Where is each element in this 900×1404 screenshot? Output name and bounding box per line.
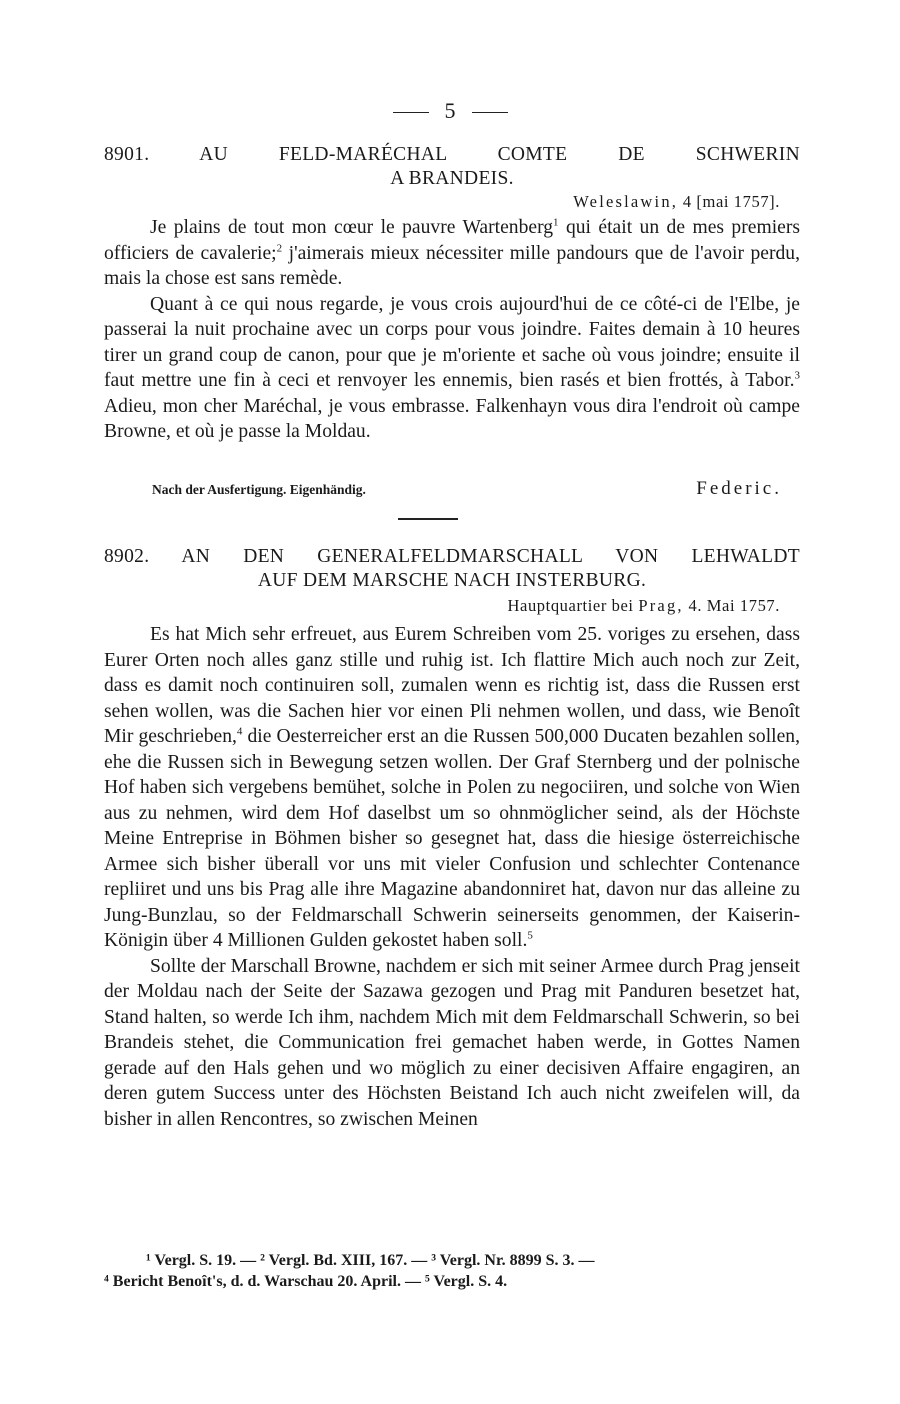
letter-8902-heading bbox=[104, 545, 800, 593]
page-number-dash-right bbox=[472, 112, 508, 113]
letter-8902-p1-text-b: die Oesterreicher erst an die Russen 500,000 Ducaten bezahlen sollen, ehe die Russen sich in Bewegung setzen wollen. Der Graf Sternberg und der polnische Hof haben sich vergebens bemühet, solche in Polen zu negociiren, und solche von Wien aus zu nehmen, wird dem Hof daselbst um so ohnmöglicher seind, als der Höchste Meine Entreprise in Böhmen bisher so gesegnet hat, dass die hiesige österreichische Armee sich bisher überall vor uns mit vieler Confusion und schlechter Contenance repliiret und uns bis Prag alle ihre Magazine abandonniret hat, davon nur das alleine zu Jung-Bunzlau, so der Feldmarschall Schwerin seinerseits genommen, der Kaiserin-Königin über 4 Millionen Gulden gekostet haben soll. bbox=[104, 726, 800, 951]
letter-8902-place: Prag, bbox=[638, 596, 684, 615]
letter-8902-heading-line1 bbox=[104, 545, 800, 569]
letter-8901-paragraph-2 bbox=[104, 292, 800, 445]
footnotes-line-2: ⁴ Bericht Benoît's, d. d. Warschau 20. April. — ⁵ Vergl. S. 4. bbox=[104, 1273, 508, 1290]
letter-8902-addressee: AN DEN GENERALFELDMARSCHALL VON LEHWALDT bbox=[181, 546, 800, 567]
footnote-ref-1: 1 bbox=[553, 216, 559, 229]
letter-8902-heading-line2: AUF DEM MARSCHE NACH INSTERBURG. bbox=[257, 570, 647, 591]
letter-8901-heading-line2: A BRANDEIS. bbox=[390, 168, 514, 189]
letter-8902-paragraph-2: Sollte der Marschall Browne, nachdem er sich mit seiner Armee durch Prag jenseit der Moldau nach der Seite der Sazawa gezogen und Prag mit Panduren besetzet hat, Stand halten, so werde Ich ihm, nachdem Mich mit dem Feldmarschall Schwerin, so bei Brandeis stehet, die Communication frei gemachet haben werde, in Gottes Namen gerade auf den Hals gehen und wo möglich zu einer decisiven Affaire engagiren, an deren gutem Success unter des Höchsten Beistand Ich auch nicht zweifelen will, da bisher in allen Rencontres, so zwischen Meinen bbox=[104, 955, 800, 1130]
section-divider bbox=[398, 518, 458, 520]
footnotes bbox=[104, 1250, 800, 1292]
footnote-ref-4: 4 bbox=[236, 725, 243, 738]
footnote-ref-3: 3 bbox=[794, 369, 800, 382]
letter-8901-dateline bbox=[573, 192, 780, 212]
letter-8901-paragraph-1 bbox=[104, 215, 800, 292]
letter-8901-p1-text-a: Je plains de tout mon cœur le pauvre Wartenberg bbox=[150, 217, 554, 238]
letter-8902-date: 4. Mai 1757. bbox=[688, 596, 780, 615]
letter-8902-place-prefix: Hauptquartier bei bbox=[507, 596, 634, 615]
page-number-text: 5 bbox=[444, 98, 456, 123]
letter-8901-body bbox=[104, 215, 800, 445]
letter-8902-number: 8902. bbox=[104, 546, 150, 567]
page-number bbox=[0, 98, 900, 124]
letter-8901-place: Weleslawin, bbox=[573, 192, 679, 211]
letter-8901-heading bbox=[104, 143, 800, 191]
letter-8901-p1-text-b: qui était un de mes premiers officiers de cavalerie; bbox=[104, 217, 800, 264]
letter-8901-addressee: AU FELD-MARÉCHAL COMTE DE SCHWERIN bbox=[199, 144, 800, 165]
letter-8902-paragraph-1 bbox=[104, 622, 800, 954]
letter-8901-date: 4 [mai 1757]. bbox=[682, 192, 780, 211]
letter-8902-dateline bbox=[508, 596, 781, 616]
letter-8901-p2-text-a: Quant à ce qui nous regarde, je vous crois aujourd'hui de ce côté-ci de l'Elbe, je passerai la nuit prochaine avec un corps pour vous joindre. Faites demain à 10 heures tirer un grand coup de canon, pour que je m'oriente et sache où vous joindre; ensuite il faut mettre une fin à ceci et renvoyer les ennemis, bien rasés et bien frottés, à Tabor. bbox=[104, 293, 800, 391]
letter-8901-p2-text-b: Adieu, mon cher Maréchal, je vous embrasse. Falkenhayn vous dira l'endroit où campe Browne, et où je passe la Moldau. bbox=[104, 395, 800, 442]
letter-8902-p1-text-a: Es hat Mich sehr erfreuet, aus Eurem Schreiben vom 25. voriges zu ersehen, dass Eurer Orten noch alles ganz stille und ruhig ist. Ich flattire Mich auch noch zur Zeit, dass es damit noch continuiren soll, zumalen wenn es richtig ist, dass die Russen erst sehen wollen, was die Sachen hier vor einen Pli nehmen wollen, und dass, wie Benoît Mir geschrieben, bbox=[104, 624, 800, 747]
footnotes-line-1: ¹ Vergl. S. 19. — ² Vergl. Bd. XIII, 167. — ³ Vergl. Nr. 8899 S. 3. — bbox=[146, 1252, 595, 1269]
letter-8901-source-note: Nach der Ausfertigung. Eigenhändig. bbox=[152, 482, 366, 497]
letter-8901-signature: Federic. bbox=[696, 478, 782, 499]
letter-8901-number: 8901. bbox=[104, 144, 150, 165]
footnote-ref-5: 5 bbox=[527, 929, 533, 942]
letter-8901-heading-line1 bbox=[104, 143, 800, 167]
letter-8902-body bbox=[104, 622, 800, 1132]
page-number-dash-left bbox=[393, 112, 429, 113]
footnote-ref-2: 2 bbox=[276, 241, 283, 254]
letter-8901-p1-text-c: j'aimerais mieux nécessiter mille pandours que de l'avoir perdu, mais la chose est sans remède. bbox=[104, 242, 800, 289]
